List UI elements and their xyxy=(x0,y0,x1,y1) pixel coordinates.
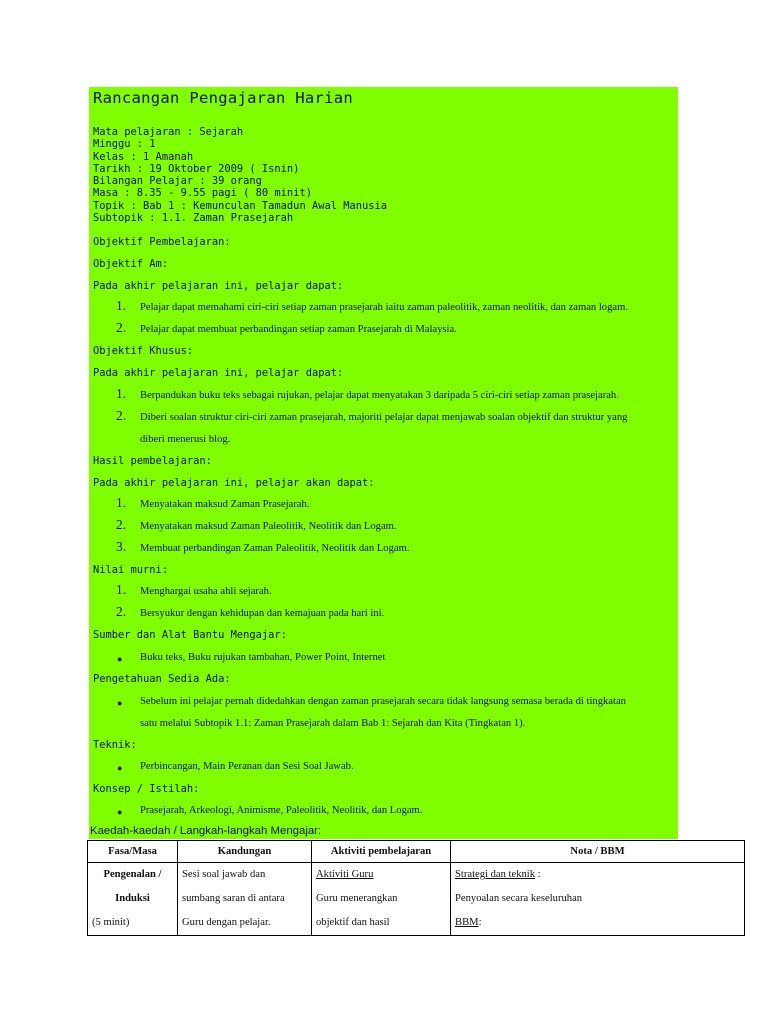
list-number: 2. xyxy=(116,517,127,532)
bullet-icon: ● xyxy=(117,698,123,708)
list-number: 1. xyxy=(116,298,127,313)
header-aktiviti: Aktiviti pembelajaran xyxy=(312,841,451,863)
section-heading-pengetahuan: Pengetahuan Sedia Ada: xyxy=(93,673,231,685)
meta-date: Tarikh : 19 Oktober 2009 ( Isnin) xyxy=(93,162,300,175)
list-item: Perbincangan, Main Peranan dan Sesi Soal Jawab. xyxy=(140,761,354,772)
list-item: Buku teks, Buku rujukan tambahan, Power Point, Internet xyxy=(140,652,386,663)
nota-line xyxy=(455,911,740,935)
table-row xyxy=(88,863,745,936)
section-heading-objektif-am: Objektif Am: xyxy=(93,258,169,270)
lesson-meta xyxy=(93,126,387,224)
header-kandungan: Kandungan xyxy=(178,841,312,863)
table-header-row xyxy=(88,841,745,863)
bbm-colon: : xyxy=(478,917,482,928)
bbm-label: BBM xyxy=(455,917,479,928)
kandungan-line: Guru dengan pelajar. xyxy=(182,917,271,928)
section-heading-hasil: Hasil pembelajaran: xyxy=(93,455,212,467)
list-number: 2. xyxy=(116,604,127,619)
list-number: 1. xyxy=(116,582,127,597)
meta-class: Kelas : 1 Amanah xyxy=(93,150,194,163)
list-number: 2. xyxy=(116,408,127,423)
teaching-steps-table xyxy=(87,840,745,936)
nota-line xyxy=(455,863,740,887)
list-number: 1. xyxy=(116,386,127,401)
list-item: Menyatakan maksud Zaman Prasejarah. xyxy=(140,499,310,510)
section-heading-objektif-pembelajaran: Objektif Pembelajaran: xyxy=(93,236,231,248)
bullet-icon: ● xyxy=(117,763,123,773)
list-item: Membuat perbandingan Zaman Paleolitik, Neolitik dan Logam. xyxy=(140,543,410,554)
header-fasa-masa: Fasa/Masa xyxy=(88,841,178,863)
section-heading-sumber: Sumber dan Alat Bantu Mengajar: xyxy=(93,629,287,641)
aktiviti-line: objektif dan hasil xyxy=(316,917,390,928)
meta-time: Masa : 8.35 - 9.55 pagi ( 80 minit) xyxy=(93,187,312,200)
cell-fasa xyxy=(88,863,178,936)
section-intro: Pada akhir pelajaran ini, pelajar akan dapat: xyxy=(93,477,375,489)
page-title: Rancangan Pengajaran Harian xyxy=(93,89,354,107)
kandungan-line: sumbang saran di antara xyxy=(182,893,285,904)
meta-subtopic: Subtopik : 1.1. Zaman Prasejarah xyxy=(93,212,294,225)
section-heading-nilai: Nilai murni: xyxy=(93,564,169,576)
fasa-duration: (5 minit) xyxy=(92,917,130,928)
list-number: 1. xyxy=(116,495,127,510)
list-item: Menyatakan maksud Zaman Paleolitik, Neolitik dan Logam. xyxy=(140,521,397,532)
nota-line: Penyoalan secara keseluruhan xyxy=(455,893,583,904)
fasa-line: Pengenalan / xyxy=(103,869,162,880)
fasa-line: Induksi xyxy=(115,893,150,904)
kandungan-line: Sesi soal jawab dan xyxy=(182,869,266,880)
bullet-icon: ● xyxy=(117,654,123,664)
list-item: Pelajar dapat membuat perbandingan setiap zaman Prasejarah di Malaysia. xyxy=(140,324,457,335)
list-item: Pelajar dapat memahami ciri-ciri setiap zaman prasejarah iaitu zaman paleolitik, zaman neolitik, dan zaman logam. xyxy=(140,302,628,313)
list-item: Diberi soalan struktur ciri-ciri zaman prasejarah, majoriti pelajar dapat menjawab soalan objektif dan struktur yang xyxy=(140,412,628,423)
list-item: Prasejarah, Arkeologi, Animisme, Paleolitik, Neolitik, dan Logam. xyxy=(140,805,423,816)
list-number: 3. xyxy=(116,539,127,554)
meta-week: Minggu : 1 xyxy=(93,138,156,151)
list-item: Sebelum ini pelajar pernah didedahkan dengan zaman prasejarah secara tidak langsung semasa berada di tingkatan xyxy=(140,696,626,707)
section-intro: Pada akhir pelajaran ini, pelajar dapat: xyxy=(93,367,344,379)
list-number: 2. xyxy=(116,320,127,335)
cell-kandungan xyxy=(178,863,312,936)
list-item: Berpandukan buku teks sebagai rujukan, pelajar dapat menyatakan 3 daripada 5 ciri-ciri setiap zaman prasejarah. xyxy=(140,390,619,401)
meta-subject: Mata pelajaran : Sejarah xyxy=(93,126,244,138)
section-heading-teknik: Teknik: xyxy=(93,739,137,751)
strategi-label: Strategi dan teknik xyxy=(455,869,536,880)
strategi-colon: : xyxy=(535,869,541,880)
section-heading-kaedah: Kaedah-kaedah / Langkah-langkah Mengajar: xyxy=(90,825,322,837)
list-item: Bersyukur dengan kehidupan dan kemajuan pada hari ini. xyxy=(140,608,385,619)
list-item-continuation: diberi menerusi blog. xyxy=(140,434,231,445)
header-nota-bbm: Nota / BBM xyxy=(451,841,745,863)
meta-students: Bilangan Pelajar : 39 orang xyxy=(93,175,262,188)
section-intro: Pada akhir pelajaran ini, pelajar dapat: xyxy=(93,280,344,292)
list-item-continuation: satu melalui Subtopik 1.1: Zaman Prasejarah dalam Bab 1: Sejarah dan Kita (Tingkatan 1). xyxy=(140,718,526,729)
aktiviti-guru-label: Aktiviti Guru xyxy=(316,869,374,880)
section-heading-objektif-khusus: Objektif Khusus: xyxy=(93,345,194,357)
bullet-icon: ● xyxy=(117,807,123,817)
meta-topic: Topik : Bab 1 : Kemunculan Tamadun Awal Manusia xyxy=(93,199,388,212)
section-heading-konsep: Konsep / Istilah: xyxy=(93,783,200,795)
list-item: Menghargai usaha ahli sejarah. xyxy=(140,586,272,597)
cell-nota xyxy=(451,863,745,936)
cell-aktiviti xyxy=(312,863,451,936)
aktiviti-line: Guru menerangkan xyxy=(316,893,398,904)
